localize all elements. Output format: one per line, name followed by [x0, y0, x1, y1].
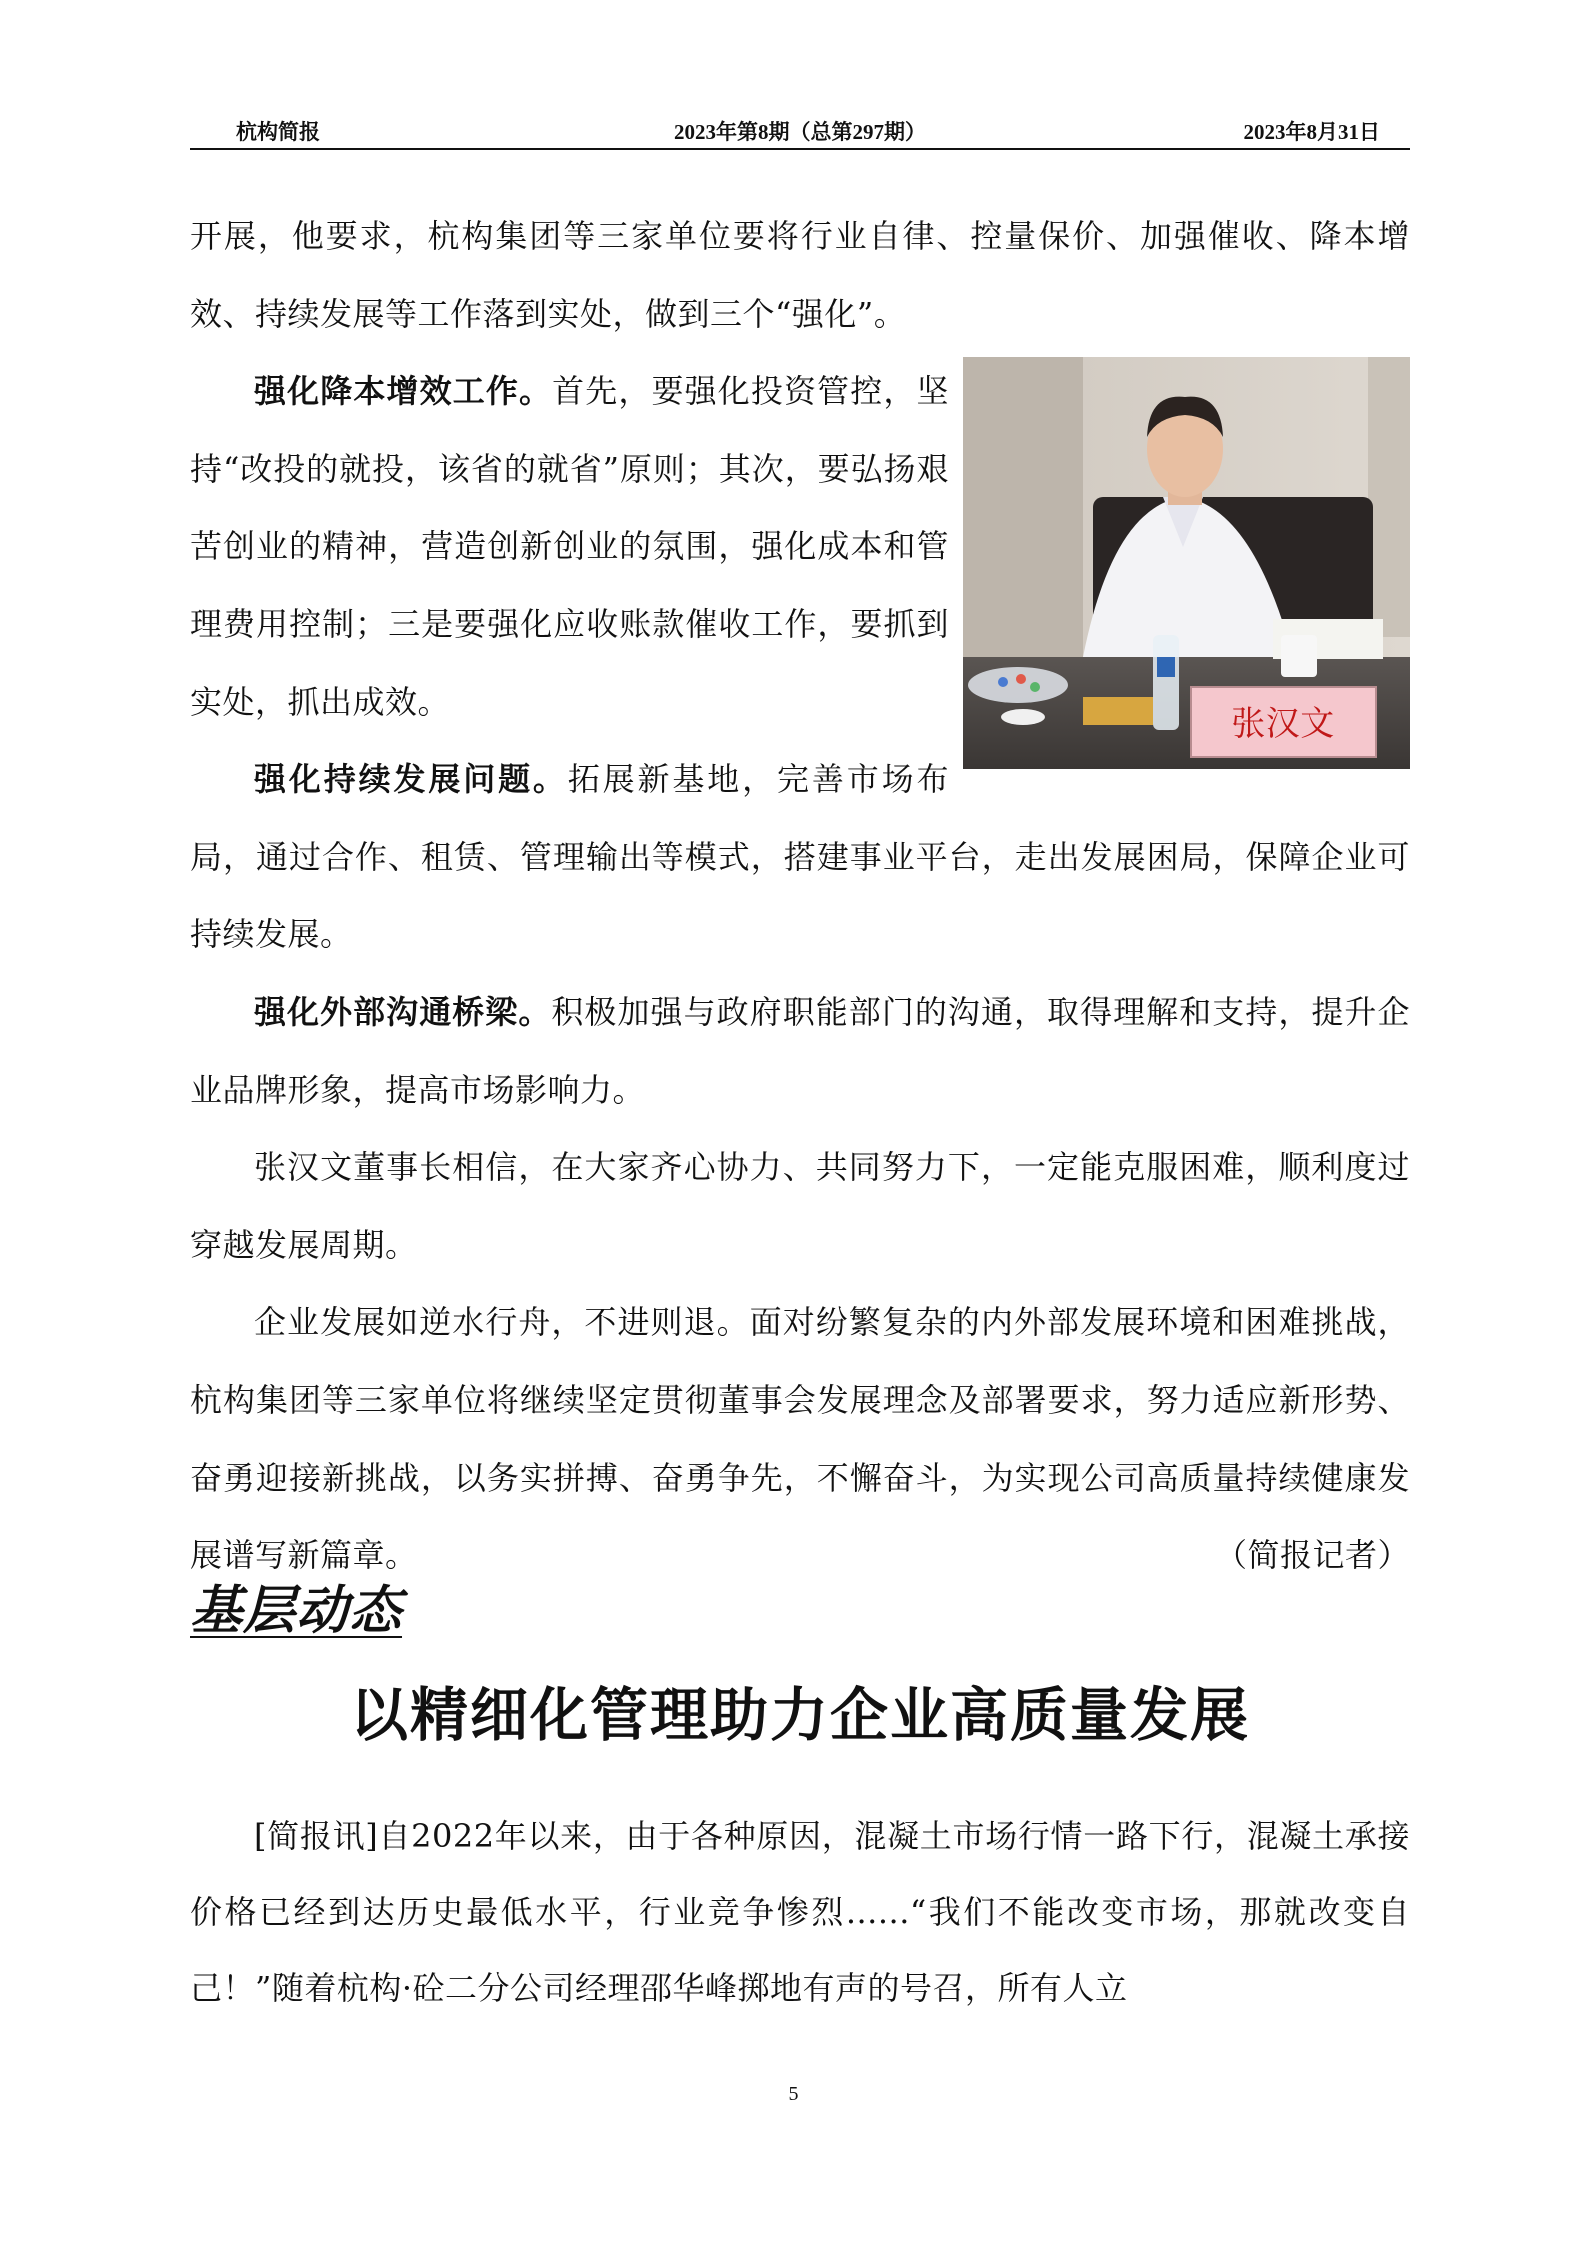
paragraph	[190, 1284, 1410, 1594]
section-title: 基层动态	[190, 1580, 403, 1641]
paragraph	[190, 974, 1410, 1129]
chairman-photo	[963, 357, 1410, 769]
paragraph-text: 首先，要强化投资管控，坚持“改投的就投，该省的就省”原则；其次，要弘扬艰苦创业的精神，营造创新创业的氛围，强化成本和管理费用控制；三是要强化应收账款催收工作，要抓到实处，抓出成效。	[190, 372, 949, 721]
paragraph-lead: 强化外部沟通桥梁。	[254, 992, 552, 1031]
article-body	[190, 1798, 1410, 2026]
header-date: 2023年8月31日	[1243, 120, 1380, 144]
header-publication: 杭构简报	[236, 120, 320, 144]
paragraph-lead: 强化持续发展问题。	[254, 760, 568, 799]
paragraph-text: 企业发展如逆水行舟，不进则退。面对纷繁复杂的内外部发展环境和困难挑战，杭构集团等三家单位将继续坚定贯彻董事会发展理念及部署要求，努力适应新形势、奋勇迎接新挑战，以务实拼搏、奋勇争先，不懈奋斗，为实现公司高质量持续健康发展谱写新篇章。	[190, 1303, 1410, 1575]
paragraph: [简报讯]自2022年以来，由于各种原因，混凝土市场行情一路下行，混凝土承接价格已经到达历史最低水平，行业竞争惨烈......“我们不能改变市场，那就改变自己！”随着杭构·砼二分公司经理邵华峰掷地有声的号召，所有人立	[190, 1817, 1410, 2007]
paragraph-text: 积极加强与政府职能部门的沟通，取得理解和支持，提升企业品牌形象，提高市场影响力。	[190, 992, 1410, 1109]
photo-nameplate-text: 张汉文	[1231, 704, 1335, 745]
paragraph-lead: 强化降本增效工作。	[254, 372, 553, 411]
paragraph: 张汉文董事长相信，在大家齐心协力、共同努力下，一定能克服困难，顺利度过穿越发展周期。	[190, 1148, 1410, 1264]
paragraph-text: 拓展新基地，完善市场布局，通过合作、租赁、管理输出等模式，搭建事业平台，走出发展困局，保障企业可持续发展。	[190, 760, 1410, 954]
paragraph: 开展，他要求，杭构集团等三家单位要将行业自律、控量保价、加强催收、降本增效、持续发展等工作落到实处，做到三个“强化”。	[190, 217, 1410, 333]
header-rule	[190, 148, 1410, 150]
byline: （简报记者）	[1214, 1536, 1410, 1575]
article-continuation	[190, 198, 1410, 1595]
paragraph	[190, 741, 1410, 974]
page-header	[190, 112, 1410, 148]
article-title: 以精细化管理助力企业高质量发展	[349, 1681, 1250, 1749]
header-issue: 2023年第8期（总第297期）	[674, 120, 926, 144]
page-number: 5	[788, 2083, 799, 2105]
